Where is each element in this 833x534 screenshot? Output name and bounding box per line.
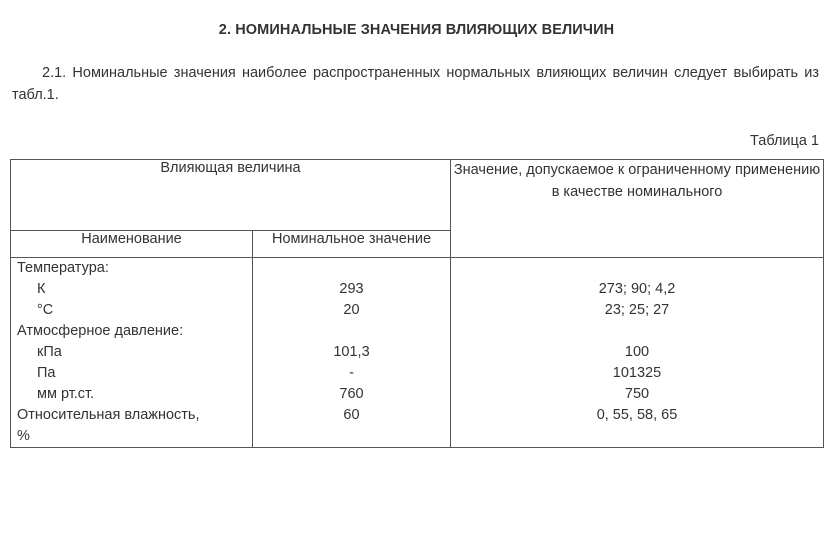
row-value-6: 760 <box>339 385 364 402</box>
paragraph-2-1 <box>10 62 823 107</box>
row-value-0 <box>253 258 450 279</box>
table-header-row <box>11 159 824 230</box>
row-name-6: мм рт.ст. <box>37 385 95 402</box>
table-body-row <box>11 257 824 447</box>
table-caption: Таблица 1 <box>750 132 819 149</box>
subheader-name: Наименование <box>11 230 253 257</box>
nominal-values-table <box>10 159 824 448</box>
row-value-7: 60 <box>343 406 360 423</box>
row-allowed-3 <box>451 321 823 342</box>
row-value-5: - <box>349 364 354 381</box>
row-name-3: Атмосферное давление: <box>17 322 184 339</box>
row-value-3 <box>253 321 450 342</box>
row-name-1: К <box>37 280 46 297</box>
row-name-2: °С <box>37 301 54 318</box>
row-value-2: 20 <box>343 301 360 318</box>
row-name-8: % <box>17 427 30 444</box>
row-allowed-0 <box>451 258 823 279</box>
row-allowed-7: 0, 55, 58, 65 <box>596 406 678 423</box>
row-allowed-2: 23; 25; 27 <box>604 301 670 318</box>
column-name-cell <box>11 257 253 447</box>
row-allowed-8 <box>451 426 823 447</box>
column-allowed-cell <box>451 257 824 447</box>
row-value-8 <box>253 426 450 447</box>
row-value-1: 293 <box>339 280 364 297</box>
row-name-5: Па <box>37 364 56 381</box>
row-allowed-6: 750 <box>624 385 650 402</box>
row-allowed-4: 100 <box>624 343 650 360</box>
header-allowed-value: Значение, допускаемое к ограниченному применению в качестве номинального <box>451 159 824 257</box>
row-name-7: Относительная влажность, <box>17 406 200 423</box>
row-value-4: 101,3 <box>333 343 370 360</box>
row-name-0: Температура: <box>17 259 109 276</box>
page-title: 2. НОМИНАЛЬНЫЕ ЗНАЧЕНИЯ ВЛИЯЮЩИХ ВЕЛИЧИН <box>218 22 615 38</box>
row-name-4: кПа <box>37 343 62 360</box>
subheader-nominal-value: Номинальное значение <box>253 230 451 257</box>
paragraph-number: 2.1. <box>42 65 67 81</box>
paragraph-text: Номинальные значения наиболее распространенных нормальных влияющих величин следует выбирать из табл.1. <box>12 65 820 104</box>
header-influencing-quantity: Влияющая величина <box>11 159 451 230</box>
row-allowed-5: 101325 <box>612 364 662 381</box>
column-value-cell <box>253 257 451 447</box>
row-allowed-1: 273; 90; 4,2 <box>598 280 676 297</box>
document-page <box>0 22 833 534</box>
